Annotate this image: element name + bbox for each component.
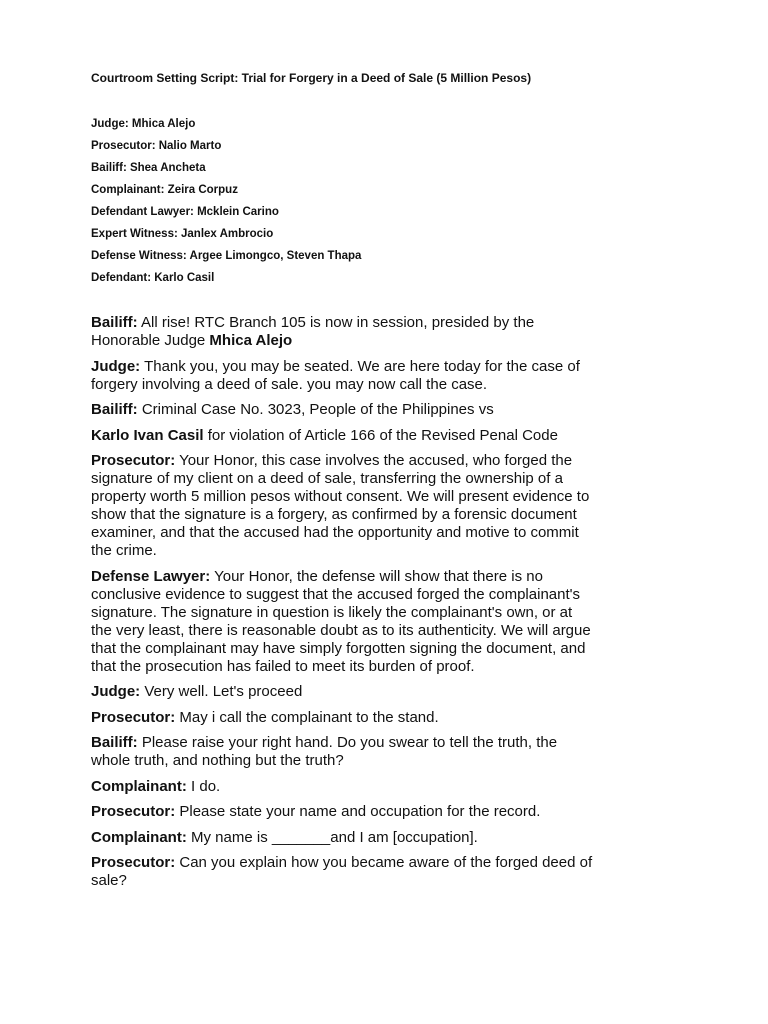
dialogue-continuation: the crime. [91, 542, 157, 559]
dialogue-text: for violation of Article 166 of the Revised Penal Code [203, 426, 558, 444]
speaker-label: Prosecutor: [91, 708, 176, 726]
speaker-label: Prosecutor: [91, 854, 176, 871]
dialogue-text: All rise! RTC Branch 105 is now in session, presided by the [137, 314, 535, 331]
dialogue-continuation: signature. The signature in question is likely the complainant's own, or at [91, 603, 573, 621]
dialogue-continuation: whole truth, and nothing but the truth? [91, 752, 344, 769]
script-line [91, 358, 691, 394]
cast-defendant: Defendant: Karlo Casil [91, 272, 215, 284]
dialogue-text: Very well. Let's proceed [140, 683, 303, 700]
dialogue-text: Please state your name and occupation for the record. [175, 803, 541, 820]
dialogue-continuation: that the prosecution has failed to meet its burden of proof. [91, 657, 475, 675]
dialogue-text: Please raise your right hand. Do you swear to tell the truth, the [137, 734, 558, 751]
document-title: Courtroom Setting Script: Trial for Forgery in a Deed of Sale (5 Million Pesos) [91, 71, 532, 85]
dialogue-text: My name is _______and I am [occupation]. [186, 828, 478, 846]
dialogue-continuation: examiner, and that the accused had the opportunity and motive to commit [91, 524, 579, 541]
speaker-label: Defense Lawyer: [91, 567, 211, 585]
cast-judge: Judge: Mhica Alejo [91, 118, 196, 130]
dialogue-text: Your Honor, the defense will show that there is no [210, 567, 543, 585]
script-body [91, 314, 691, 898]
speaker-label: Prosecutor: [91, 803, 176, 820]
script-line [91, 314, 691, 350]
speaker-label: Judge: [91, 357, 141, 375]
cast-complainant: Complainant: Zeira Corpuz [91, 184, 238, 196]
cast-defense-witness: Defense Witness: Argee Limongco, Steven Thapa [91, 250, 362, 262]
dialogue-continuation: show that the signature is a forgery, as confirmed by a forensic document [91, 506, 577, 523]
script-line [91, 854, 691, 890]
dialogue-text: Honorable Judge [91, 332, 210, 349]
script-line [91, 829, 691, 847]
dialogue-text: Criminal Case No. 3023, People of the Philippines vs [137, 401, 494, 418]
cast-list [91, 117, 361, 293]
script-line [91, 452, 691, 560]
dialogue-text: Thank you, you may be seated. We are here today for the case of [140, 357, 580, 375]
speaker-label: Bailiff: [91, 314, 138, 331]
script-line [91, 734, 691, 770]
speaker-label: Complainant: [91, 828, 187, 846]
dialogue-continuation: forgery involving a deed of sale. you may now call the case. [91, 375, 488, 393]
script-line [91, 568, 691, 676]
speaker-label: Bailiff: [91, 734, 138, 751]
dialogue-continuation [91, 332, 691, 350]
cast-prosecutor: Prosecutor: Nalio Marto [91, 140, 222, 152]
cast-bailiff: Bailiff: Shea Ancheta [91, 162, 206, 174]
dialogue-text: I do. [186, 777, 221, 795]
speaker-label: Complainant: [91, 777, 187, 795]
script-line [91, 401, 691, 419]
dialogue-text: Can you explain how you became aware of the forged deed of [175, 854, 593, 871]
dialogue-text: May i call the complainant to the stand. [175, 708, 439, 726]
script-line [91, 427, 691, 445]
speaker-label: Bailiff: [91, 401, 138, 418]
dialogue-continuation: sale? [91, 872, 127, 889]
dialogue-continuation: the very least, there is reasonable doubt as to its authenticity. We will argue [91, 621, 591, 639]
dialogue-continuation: that the complainant may have simply forgotten signing the document, and [91, 639, 586, 657]
script-line [91, 683, 691, 701]
dialogue-continuation: signature of my client on a deed of sale, transferring the ownership of a [91, 470, 563, 487]
cast-expert-witness: Expert Witness: Janlex Ambrocio [91, 228, 274, 240]
judge-name: Mhica Alejo [209, 332, 293, 349]
speaker-label: Prosecutor: [91, 452, 176, 469]
script-line [91, 803, 691, 821]
speaker-label: Judge: [91, 683, 141, 700]
dialogue-continuation: conclusive evidence to suggest that the accused forged the complainant's [91, 585, 581, 603]
defendant-name: Karlo Ivan Casil [91, 426, 204, 444]
dialogue-text: Your Honor, this case involves the accused, who forged the [175, 452, 573, 469]
cast-defendant-lawyer: Defendant Lawyer: Mcklein Carino [91, 206, 279, 218]
dialogue-continuation: property worth 5 million pesos without consent. We will present evidence to [91, 488, 590, 505]
script-line [91, 709, 691, 727]
script-line [91, 778, 691, 796]
